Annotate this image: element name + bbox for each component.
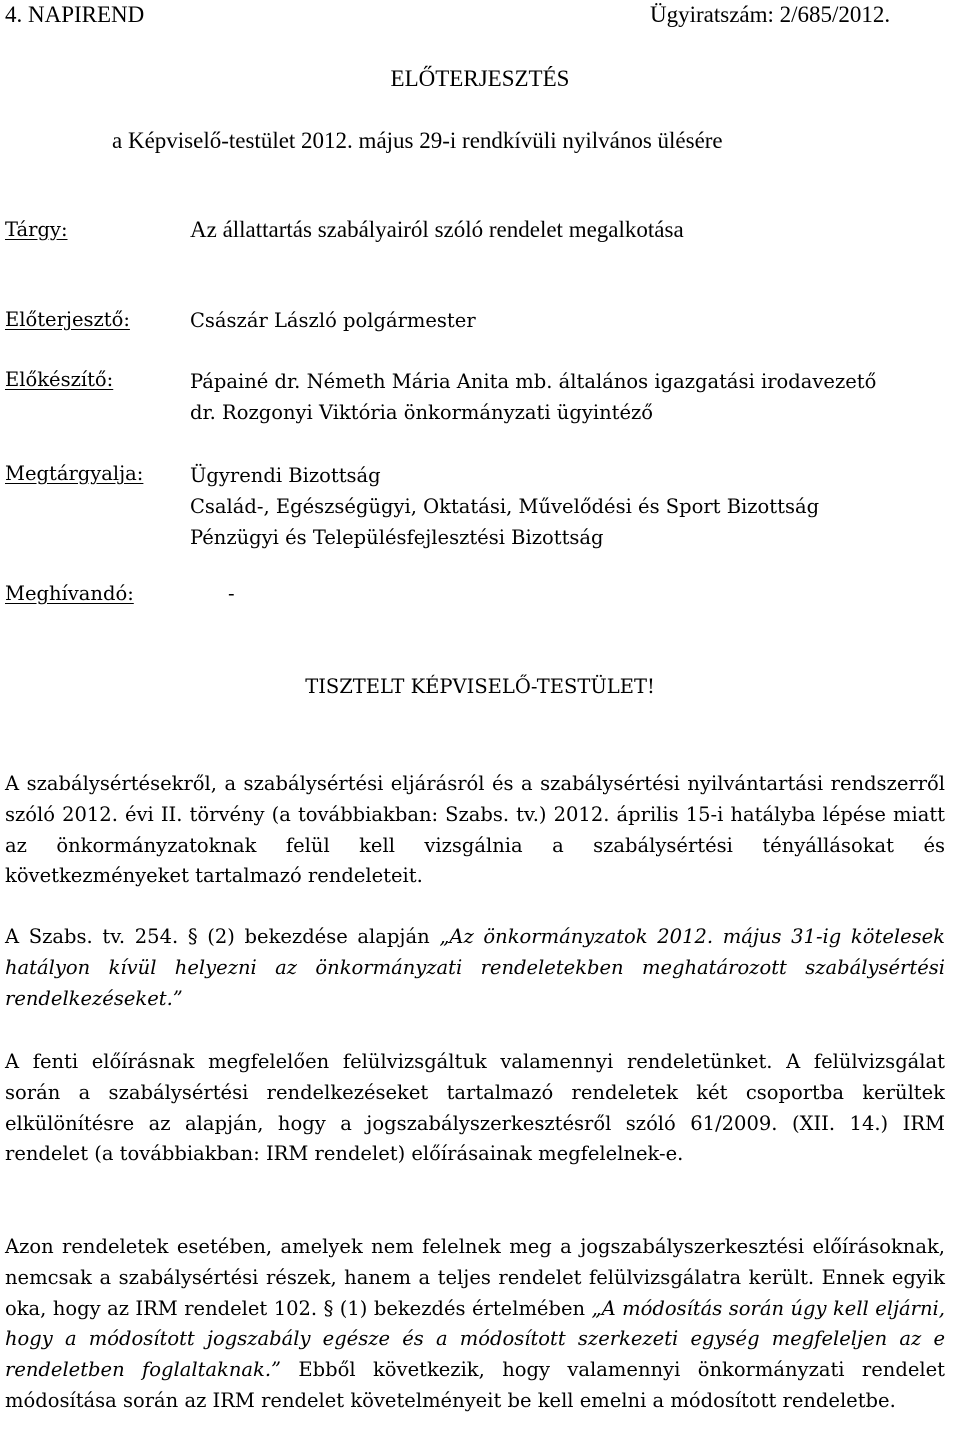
preparer-value [190,366,876,428]
case-number: Ügyiratszám: 2/685/2012. [650,2,891,27]
paragraph-1: A szabálysértésekről, a szabálysértési eljárásról és a szabálysértési nyilvántartási rendszerről szóló 2012. évi II. törvény (a továbbiakban: Szabs. tv.) 2012. április 15-i hatályba lépése miatt az önkormányzatoknak felül kell vizsgálnia a szabálysértési tényállásokat és következményeket tartalmazó rendeleteit. [5,772,945,888]
paragraph-4 [5,1232,945,1417]
presenter-value: Császár László polgármester [190,309,476,332]
preparer-line: dr. Rozgonyi Viktória önkormányzati ügyintéző [190,401,654,424]
document-subtitle: a Képviselő-testület 2012. május 29-i rendkívüli nyilvános ülésére [112,128,723,153]
preparer-label: Előkészítő: [5,368,114,391]
quoted-law-text: „Az önkormányzatok 2012. május 31-ig kötelesek hatályon kívül helyezni az önkormányzati rendeletekben meghatározott szabálysértési rendelkezéseket.” [5,925,946,1010]
paragraph-3: A fenti előírásnak megfelelően felülvizsgáltuk valamennyi rendeletünket. A felülvizsgálat során a szabálysértési rendelkezéseket tartalmazó rendeletek két csoportba kerültek elkülönítésre az alapján, hogy a jogszabályszerkesztésről szóló 61/2009. (XII. 14.) IRM rendelet (a továbbiakban: IRM rendelet) előírásainak megfelelnek-e. [5,1050,945,1166]
subject-label: Tárgy: [5,218,68,241]
committee-line: Pénzügyi és Településfejlesztési Bizottság [190,526,604,549]
committee-line: Család-, Egészségügyi, Oktatási, Művelődési és Sport Bizottság [190,495,820,518]
paragraph-2 [5,922,945,1014]
discussed-label: Megtárgyalja: [5,462,144,485]
invited-value: - [228,582,235,605]
quoted-regulation-text: „A módosítás során úgy kell eljárni, hogy a módosított jogszabály egésze és a módosított szerkezeti egység megfeleljen az e rendeletben foglaltaknak.” [5,1296,945,1382]
paragraph-4-conclusion: Ebből következik, hogy valamennyi önkormányzati rendelet módosítása során az IRM rendelet követelményeit be kell emelni a módosított rendeletbe. [5,1358,945,1412]
presenter-label: Előterjesztő: [5,308,130,331]
invited-label: Meghívandó: [5,582,134,605]
agenda-number: 4. NAPIREND [5,2,145,27]
paragraph-2-text: A Szabs. tv. 254. § (2) bekezdése alapján [5,925,430,948]
committee-line: Ügyrendi Bizottság [190,464,381,487]
salutation: TISZTELT KÉPVISELŐ-TESTÜLET! [305,675,655,698]
discussed-value [190,460,819,553]
document-header [5,2,935,36]
subject-value: Az állattartás szabályairól szóló rendelet megalkotása [190,217,684,242]
document-title: ELŐTERJESZTÉS [390,66,570,91]
paragraph-4-text: Azon rendeletek esetében, amelyek nem felelnek meg a jogszabályszerkesztési előírásoknak, nemcsak a szabálysértési részek, hanem a teljes rendelet felülvizsgálatra került. Ennek egyik oka, hogy az IRM rendelet 102. § (1) bekezdés értelmében [5,1235,945,1320]
preparer-line: Pápainé dr. Németh Mária Anita mb. általános igazgatási irodavezető [190,370,877,393]
